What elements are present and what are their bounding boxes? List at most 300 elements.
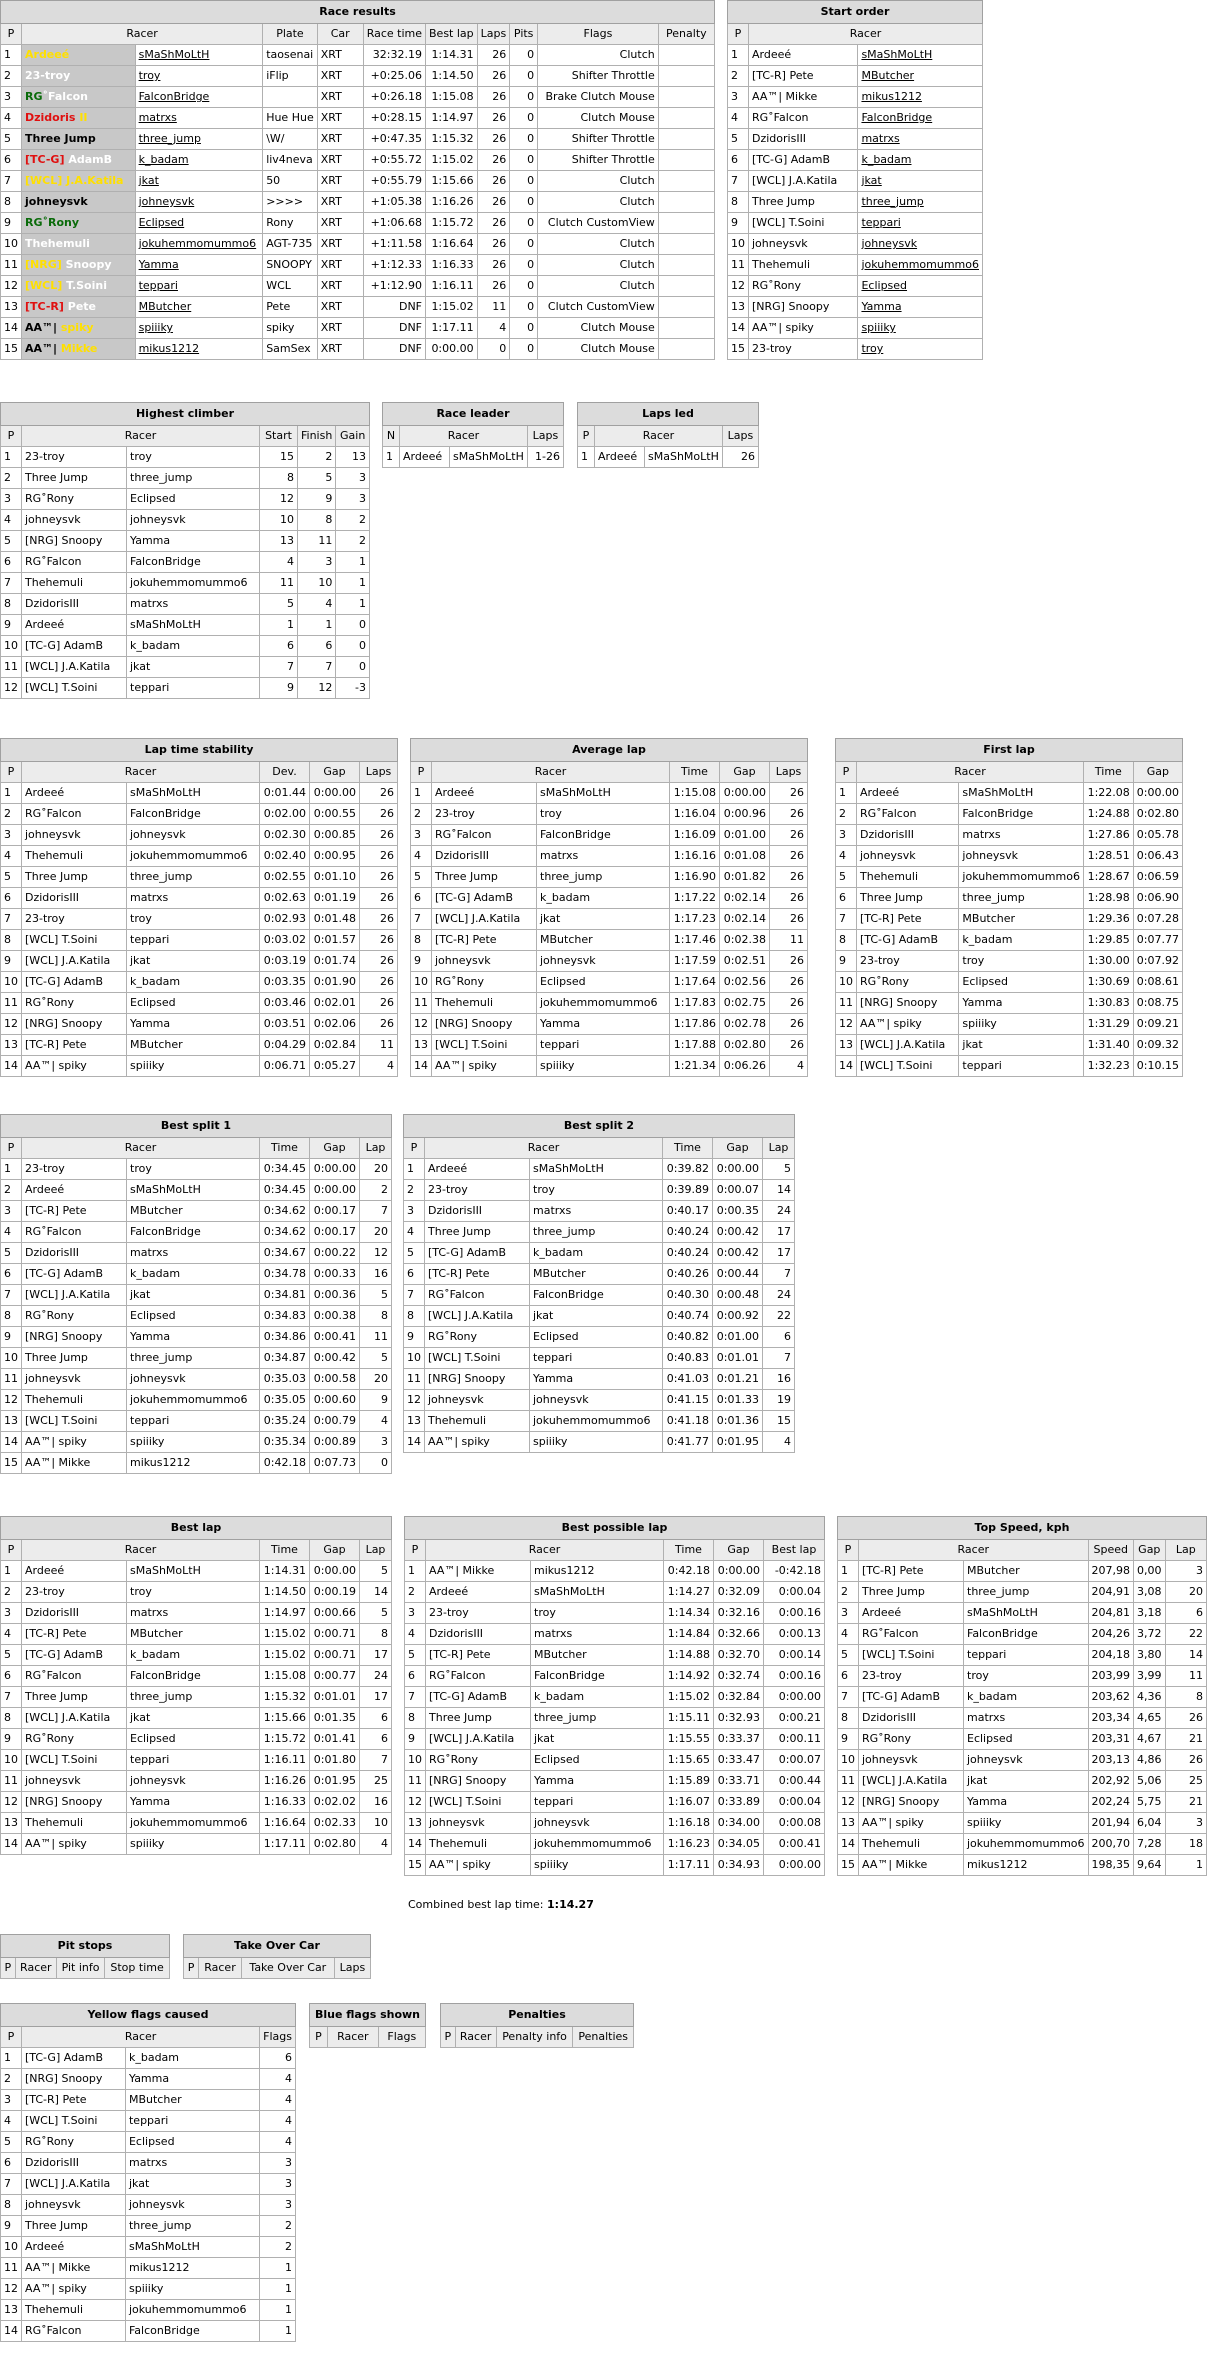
table-row bbox=[1, 276, 715, 297]
racer-profile-link[interactable]: MButcher bbox=[861, 69, 915, 82]
table-row bbox=[1, 888, 398, 909]
racer-name-cell: [TC-R] Pete bbox=[425, 1264, 530, 1285]
value-cell: 0:01.00 bbox=[713, 1327, 763, 1348]
position-cell: 9 bbox=[1, 2216, 22, 2237]
combined-best-lap-value: 1:14.27 bbox=[547, 1898, 594, 1911]
column-header: Racer bbox=[425, 1138, 663, 1159]
position-cell: 13 bbox=[838, 1813, 859, 1834]
table-row bbox=[728, 45, 983, 66]
table-row bbox=[404, 1348, 795, 1369]
racer-user-cell: mikus1212 bbox=[964, 1855, 1089, 1876]
column-header: P bbox=[411, 762, 432, 783]
penalty-cell bbox=[658, 150, 714, 171]
racer-profile-link[interactable]: mikus1212 bbox=[861, 90, 922, 103]
racer-name-cell bbox=[22, 87, 136, 108]
racer-name-cell: DzidorisIII bbox=[22, 1603, 127, 1624]
table-row bbox=[404, 1159, 795, 1180]
racer-user-cell: jkat bbox=[125, 2174, 259, 2195]
racer-user-cell: sMaShMoLtH bbox=[645, 447, 723, 468]
racer-profile-link[interactable]: FalconBridge bbox=[861, 111, 933, 124]
racer-profile-link[interactable]: Eclipsed bbox=[138, 216, 185, 229]
value-cell: 25 bbox=[1165, 1771, 1206, 1792]
best-lap-cell: 0:00.00 bbox=[426, 339, 478, 360]
racer-user-cell: matrxs bbox=[125, 2153, 259, 2174]
racer-name-cell: [TC-R] Pete bbox=[22, 1201, 127, 1222]
value-cell: 0:06.59 bbox=[1133, 867, 1182, 888]
value-cell: 0:00.77 bbox=[310, 1666, 360, 1687]
race-time-cell: +0:47.35 bbox=[363, 129, 425, 150]
racer-name-cell: Three Jump bbox=[425, 1222, 530, 1243]
value-cell: 0:40.24 bbox=[663, 1243, 713, 1264]
value-cell: 17 bbox=[360, 1687, 392, 1708]
racer-profile-link[interactable]: Eclipsed bbox=[861, 279, 908, 292]
racer-name-cell: [NRG] Snoopy bbox=[22, 1327, 127, 1348]
value-cell: 0:00.79 bbox=[310, 1411, 360, 1432]
racer-tag: AA™| bbox=[25, 321, 58, 334]
position-cell: 5 bbox=[1, 2132, 22, 2153]
racer-user-cell: troy bbox=[959, 951, 1084, 972]
value-cell: 25 bbox=[360, 1771, 392, 1792]
value-cell: 8 bbox=[1165, 1687, 1206, 1708]
racer-profile-link[interactable]: sMaShMoLtH bbox=[861, 48, 933, 61]
racer-name-cell: [WCL] J.A.Katila bbox=[426, 1729, 531, 1750]
car-cell: XRT bbox=[317, 108, 363, 129]
racer-profile-link[interactable]: three_jump bbox=[861, 195, 924, 208]
racer-name-cell: AA™| spiky bbox=[22, 1056, 127, 1077]
table-row bbox=[1, 1390, 392, 1411]
racer-name-cell: Thehemuli bbox=[22, 1390, 127, 1411]
laps-led-table bbox=[577, 402, 759, 468]
racer-user-cell: johneysvk bbox=[531, 1813, 664, 1834]
table-row bbox=[405, 1750, 825, 1771]
position-cell: 7 bbox=[1, 2174, 22, 2195]
value-cell: 5 bbox=[360, 1285, 392, 1306]
table-row bbox=[1, 1327, 392, 1348]
value-cell: 3 bbox=[336, 468, 370, 489]
racer-user-cell: johneysvk bbox=[125, 2195, 259, 2216]
value-cell: 0:01.41 bbox=[310, 1729, 360, 1750]
column-header: Best lap bbox=[426, 24, 478, 45]
value-cell: 0:00.00 bbox=[764, 1855, 825, 1876]
value-cell: 26 bbox=[1165, 1750, 1206, 1771]
penalty-cell bbox=[658, 171, 714, 192]
flags-cell: Clutch Mouse bbox=[538, 318, 659, 339]
table-row bbox=[838, 1582, 1207, 1603]
position-cell: 7 bbox=[1, 1285, 22, 1306]
car-cell: XRT bbox=[317, 192, 363, 213]
pits-cell: 0 bbox=[510, 213, 538, 234]
best-lap-table bbox=[0, 1516, 392, 1855]
racer-name-cell: johneysvk bbox=[859, 1750, 964, 1771]
position-cell: 13 bbox=[404, 1411, 425, 1432]
race-time-cell: +1:12.33 bbox=[363, 255, 425, 276]
value-cell: 0:00.07 bbox=[764, 1750, 825, 1771]
value-cell: 1:17.64 bbox=[670, 972, 720, 993]
value-cell: 12 bbox=[360, 1243, 392, 1264]
racer-name-cell: Thehemuli bbox=[22, 1813, 127, 1834]
racer-user-cell bbox=[135, 87, 263, 108]
table-row bbox=[411, 1014, 808, 1035]
position-cell: 2 bbox=[728, 66, 749, 87]
position-cell: 11 bbox=[405, 1771, 426, 1792]
value-cell: 0:00.17 bbox=[310, 1201, 360, 1222]
table-row bbox=[1, 1411, 392, 1432]
racer-display-name: ˚Rony bbox=[42, 216, 80, 229]
racer-profile-link[interactable]: jkat bbox=[861, 174, 882, 187]
value-cell: 1:17.83 bbox=[670, 993, 720, 1014]
value-cell: 1:15.02 bbox=[260, 1645, 310, 1666]
value-cell: 1:16.23 bbox=[664, 1834, 714, 1855]
table-row bbox=[1, 318, 715, 339]
pits-cell: 0 bbox=[510, 171, 538, 192]
column-header: Racer bbox=[595, 426, 723, 447]
position-cell: 9 bbox=[1, 951, 22, 972]
racer-user-cell bbox=[858, 87, 983, 108]
racer-name-cell: Thehemuli bbox=[749, 255, 858, 276]
racer-name-cell: DzidorisIII bbox=[426, 1624, 531, 1645]
car-cell: XRT bbox=[317, 45, 363, 66]
position-cell: 3 bbox=[838, 1603, 859, 1624]
racer-name-cell: Three Jump bbox=[432, 867, 537, 888]
column-header: P bbox=[1, 1138, 22, 1159]
flags-cell: Clutch bbox=[538, 276, 659, 297]
value-cell: 26 bbox=[770, 972, 808, 993]
value-cell: 0:42.18 bbox=[664, 1561, 714, 1582]
value-cell: 1:15.02 bbox=[260, 1624, 310, 1645]
value-cell: 1:14.31 bbox=[260, 1561, 310, 1582]
value-cell: 1:14.50 bbox=[260, 1582, 310, 1603]
table-row bbox=[405, 1771, 825, 1792]
racer-profile-link[interactable]: johneysvk bbox=[861, 237, 918, 250]
table-row bbox=[836, 951, 1183, 972]
value-cell: 0:00.04 bbox=[764, 1582, 825, 1603]
table-row bbox=[1, 972, 398, 993]
value-cell: 1 bbox=[260, 615, 298, 636]
value-cell: 16 bbox=[360, 1264, 392, 1285]
table-row bbox=[836, 1056, 1183, 1077]
value-cell: 20 bbox=[1165, 1582, 1206, 1603]
value-cell: 1:16.16 bbox=[670, 846, 720, 867]
value-cell: 0:39.89 bbox=[663, 1180, 713, 1201]
position-cell: 4 bbox=[1, 2111, 22, 2132]
value-cell: 1 bbox=[298, 615, 336, 636]
value-cell: 4 bbox=[360, 1056, 398, 1077]
racer-profile-link[interactable]: troy bbox=[861, 342, 884, 355]
racer-user-cell: mikus1212 bbox=[125, 2258, 259, 2279]
column-header: Time bbox=[260, 1540, 310, 1561]
average-lap-title: Average lap bbox=[411, 739, 808, 762]
value-cell: 0:01.44 bbox=[260, 783, 310, 804]
highest-climber-table bbox=[0, 402, 370, 699]
racer-name-cell: Thehemuli bbox=[432, 993, 537, 1014]
racer-user-cell: mikus1212 bbox=[127, 1453, 260, 1474]
racer-profile-link[interactable]: troy bbox=[138, 69, 161, 82]
value-cell: 4 bbox=[260, 2090, 296, 2111]
value-cell: 7 bbox=[360, 1201, 392, 1222]
table-row bbox=[405, 1666, 825, 1687]
penalties-title: Penalties bbox=[441, 2004, 634, 2027]
racer-name-cell: Thehemuli bbox=[22, 2300, 126, 2321]
position-cell: 6 bbox=[405, 1666, 426, 1687]
table-row bbox=[838, 1687, 1207, 1708]
value-cell: 7 bbox=[360, 1750, 392, 1771]
racer-profile-link[interactable]: jokuhemmomummo6 bbox=[861, 258, 979, 271]
table-row bbox=[728, 276, 983, 297]
top-speed-table bbox=[837, 1516, 1207, 1876]
value-cell: 1:14.88 bbox=[664, 1645, 714, 1666]
column-header: Pit info bbox=[56, 1958, 104, 1979]
table-row bbox=[838, 1855, 1207, 1876]
penalty-cell bbox=[658, 255, 714, 276]
table-row bbox=[411, 846, 808, 867]
value-cell: 0:04.29 bbox=[260, 1035, 310, 1056]
position-cell: 3 bbox=[1, 825, 22, 846]
column-header: Laps bbox=[360, 762, 398, 783]
racer-profile-link[interactable]: spiiiky bbox=[138, 321, 173, 334]
position-cell: 6 bbox=[838, 1666, 859, 1687]
racer-name-cell: [WCL] T.Soini bbox=[22, 678, 127, 699]
table-row bbox=[578, 447, 759, 468]
value-cell: 3,80 bbox=[1134, 1645, 1166, 1666]
flags-cell: Shifter Throttle bbox=[538, 66, 659, 87]
table-row bbox=[1, 108, 715, 129]
car-cell: XRT bbox=[317, 255, 363, 276]
racer-name-cell: Three Jump bbox=[426, 1708, 531, 1729]
value-cell: 0:02.14 bbox=[720, 888, 770, 909]
column-header: P bbox=[838, 1540, 859, 1561]
racer-name-cell: RG˚Falcon bbox=[22, 2321, 126, 2342]
table-row bbox=[1, 930, 398, 951]
racer-user-cell: matrxs bbox=[531, 1624, 664, 1645]
value-cell: 5 bbox=[763, 1159, 795, 1180]
lap-time-stability-table bbox=[0, 738, 398, 1077]
racer-profile-link[interactable]: matrxs bbox=[138, 111, 177, 124]
value-cell: 6 bbox=[360, 1729, 392, 1750]
column-header: Laps bbox=[477, 24, 510, 45]
racer-user-cell: FalconBridge bbox=[530, 1285, 663, 1306]
racer-user-cell bbox=[858, 276, 983, 297]
table-row bbox=[1, 1582, 392, 1603]
racer-user-cell: FalconBridge bbox=[127, 1222, 260, 1243]
column-header: Time bbox=[663, 1138, 713, 1159]
highest-climber-title: Highest climber bbox=[1, 403, 370, 426]
race-time-cell: +1:05.38 bbox=[363, 192, 425, 213]
column-header: Time bbox=[664, 1540, 714, 1561]
racer-name-cell: Thehemuli bbox=[426, 1834, 531, 1855]
value-cell: 4,65 bbox=[1134, 1708, 1166, 1729]
table-row bbox=[405, 1792, 825, 1813]
column-header: Racer bbox=[22, 1540, 260, 1561]
racer-name-cell: [WCL] J.A.Katila bbox=[22, 1285, 127, 1306]
value-cell: 26 bbox=[360, 846, 398, 867]
value-cell: 0:07.92 bbox=[1133, 951, 1182, 972]
position-cell: 14 bbox=[405, 1834, 426, 1855]
position-cell: 7 bbox=[1, 573, 22, 594]
table-row bbox=[836, 888, 1183, 909]
value-cell: 1:16.33 bbox=[260, 1792, 310, 1813]
position-cell: 11 bbox=[838, 1771, 859, 1792]
position-cell: 1 bbox=[1, 447, 22, 468]
racer-user-cell: jokuhemmomummo6 bbox=[127, 1813, 260, 1834]
racer-name-cell: RG˚Falcon bbox=[857, 804, 959, 825]
racer-profile-link[interactable]: three_jump bbox=[138, 132, 201, 145]
column-header: Gap bbox=[713, 1138, 763, 1159]
racer-profile-link[interactable]: k_badam bbox=[861, 153, 912, 166]
race-time-cell: DNF bbox=[363, 297, 425, 318]
value-cell: 16 bbox=[763, 1369, 795, 1390]
column-header: Gap bbox=[1133, 762, 1182, 783]
racer-display-name: Ardeeé bbox=[25, 48, 70, 61]
best-lap-cell: 1:15.32 bbox=[426, 129, 478, 150]
table-row bbox=[836, 1035, 1183, 1056]
car-cell: XRT bbox=[317, 276, 363, 297]
value-cell: 203,34 bbox=[1088, 1708, 1134, 1729]
racer-profile-link[interactable]: johneysvk bbox=[138, 195, 195, 208]
racer-user-cell: troy bbox=[531, 1603, 664, 1624]
value-cell: 26 bbox=[360, 825, 398, 846]
position-cell: 9 bbox=[1, 213, 22, 234]
racer-profile-link[interactable]: Yamma bbox=[861, 300, 902, 313]
table-row bbox=[1, 2237, 296, 2258]
racer-user-cell: matrxs bbox=[127, 1603, 260, 1624]
value-cell: 8 bbox=[360, 1306, 392, 1327]
racer-profile-link[interactable]: mikus1212 bbox=[138, 342, 200, 355]
table-row bbox=[1, 783, 398, 804]
table-row bbox=[1, 615, 370, 636]
racer-profile-link[interactable]: FalconBridge bbox=[138, 90, 210, 103]
penalty-cell bbox=[658, 318, 714, 339]
position-cell: 11 bbox=[1, 1771, 22, 1792]
position-cell: 13 bbox=[405, 1813, 426, 1834]
racer-name-cell: [TC-R] Pete bbox=[749, 66, 858, 87]
position-cell: 1 bbox=[838, 1561, 859, 1582]
value-cell: 0:00.44 bbox=[764, 1771, 825, 1792]
racer-profile-link[interactable]: k_badam bbox=[138, 153, 189, 166]
racer-name-cell: [WCL] J.A.Katila bbox=[749, 171, 858, 192]
racer-user-cell: matrxs bbox=[959, 825, 1084, 846]
value-cell: -0:42.18 bbox=[764, 1561, 825, 1582]
racer-profile-link[interactable]: teppari bbox=[861, 216, 901, 229]
value-cell: 0:02.38 bbox=[720, 930, 770, 951]
position-cell: 3 bbox=[1, 1201, 22, 1222]
pits-cell: 0 bbox=[510, 150, 538, 171]
value-cell: 204,26 bbox=[1088, 1624, 1134, 1645]
value-cell: 0:01.19 bbox=[310, 888, 360, 909]
racer-name-cell: 23-troy bbox=[857, 951, 959, 972]
column-header: Penalty bbox=[658, 24, 714, 45]
pits-cell: 0 bbox=[510, 66, 538, 87]
best-lap-cell: 1:16.64 bbox=[426, 234, 478, 255]
racer-display-name: 23-troy bbox=[25, 69, 71, 82]
value-cell: 26 bbox=[360, 951, 398, 972]
racer-name-cell: [TC-G] AdamB bbox=[22, 1264, 127, 1285]
position-cell: 14 bbox=[1, 1432, 22, 1453]
penalty-cell bbox=[658, 192, 714, 213]
racer-name-cell: [NRG] Snoopy bbox=[859, 1792, 964, 1813]
table-row bbox=[411, 1035, 808, 1056]
value-cell: 0 bbox=[360, 1453, 392, 1474]
racer-user-cell: Eclipsed bbox=[127, 489, 260, 510]
value-cell: 1:31.40 bbox=[1083, 1035, 1133, 1056]
racer-profile-link[interactable]: spiiiky bbox=[861, 321, 896, 334]
car-cell: XRT bbox=[317, 171, 363, 192]
value-cell: 4 bbox=[260, 2132, 296, 2153]
table-row bbox=[405, 1603, 825, 1624]
value-cell: 0:32.09 bbox=[714, 1582, 764, 1603]
value-cell: 1:28.51 bbox=[1083, 846, 1133, 867]
value-cell: 5 bbox=[260, 594, 298, 615]
position-cell: 7 bbox=[1, 1687, 22, 1708]
racer-user-cell: jkat bbox=[127, 1708, 260, 1729]
racer-profile-link[interactable]: jkat bbox=[138, 174, 159, 187]
column-header: P bbox=[1, 1540, 22, 1561]
racer-profile-link[interactable]: Yamma bbox=[138, 258, 179, 271]
table-row bbox=[1, 129, 715, 150]
racer-user-cell: Yamma bbox=[531, 1771, 664, 1792]
pits-cell: 0 bbox=[510, 45, 538, 66]
value-cell: 1:15.66 bbox=[260, 1708, 310, 1729]
table-row bbox=[1, 2069, 296, 2090]
value-cell: 2 bbox=[260, 2216, 296, 2237]
position-cell: 4 bbox=[1, 846, 22, 867]
racer-user-cell: sMaShMoLtH bbox=[530, 1159, 663, 1180]
position-cell: 11 bbox=[1, 993, 22, 1014]
racer-user-cell: Eclipsed bbox=[127, 1306, 260, 1327]
column-header: Racer bbox=[432, 762, 670, 783]
value-cell: 0:03.02 bbox=[260, 930, 310, 951]
table-row bbox=[411, 909, 808, 930]
racer-display-name: ˚Falcon bbox=[42, 90, 88, 103]
racer-user-cell: johneysvk bbox=[530, 1390, 663, 1411]
value-cell: 0,00 bbox=[1134, 1561, 1166, 1582]
racer-user-cell bbox=[858, 318, 983, 339]
table-row bbox=[836, 1014, 1183, 1035]
racer-display-name: AdamB bbox=[64, 153, 112, 166]
racer-name-cell: [TC-G] AdamB bbox=[22, 972, 127, 993]
value-cell: 15 bbox=[260, 447, 298, 468]
racer-profile-link[interactable]: teppari bbox=[138, 279, 178, 292]
value-cell: 0:32.70 bbox=[714, 1645, 764, 1666]
table-row bbox=[1, 825, 398, 846]
value-cell: 26 bbox=[360, 1014, 398, 1035]
value-cell: 0:02.80 bbox=[310, 1834, 360, 1855]
table-row bbox=[838, 1624, 1207, 1645]
table-row bbox=[411, 804, 808, 825]
position-cell: 1 bbox=[383, 447, 400, 468]
value-cell: 0:01.48 bbox=[310, 909, 360, 930]
table-row bbox=[404, 1180, 795, 1201]
table-row bbox=[728, 192, 983, 213]
value-cell: 0:02.75 bbox=[720, 993, 770, 1014]
table-row bbox=[728, 129, 983, 150]
top-speed-title: Top Speed, kph bbox=[838, 1517, 1207, 1540]
value-cell: 5 bbox=[360, 1603, 392, 1624]
racer-tag: [WCL] bbox=[25, 174, 63, 187]
racer-name-cell: RG˚Falcon bbox=[22, 552, 127, 573]
racer-name-cell: Thehemuli bbox=[22, 573, 127, 594]
column-header: P bbox=[728, 24, 749, 45]
column-header: Start bbox=[260, 426, 298, 447]
racer-profile-link[interactable]: MButcher bbox=[138, 300, 192, 313]
racer-profile-link[interactable]: matrxs bbox=[861, 132, 900, 145]
racer-name-cell: Thehemuli bbox=[859, 1834, 964, 1855]
racer-name-cell: AA™| spiky bbox=[425, 1432, 530, 1453]
flags-cell: Clutch CustomView bbox=[538, 213, 659, 234]
racer-profile-link[interactable]: jokuhemmomummo6 bbox=[138, 237, 257, 250]
racer-profile-link[interactable]: sMaShMoLtH bbox=[138, 48, 210, 61]
column-header: Lap bbox=[1165, 1540, 1206, 1561]
position-cell: 12 bbox=[1, 678, 22, 699]
